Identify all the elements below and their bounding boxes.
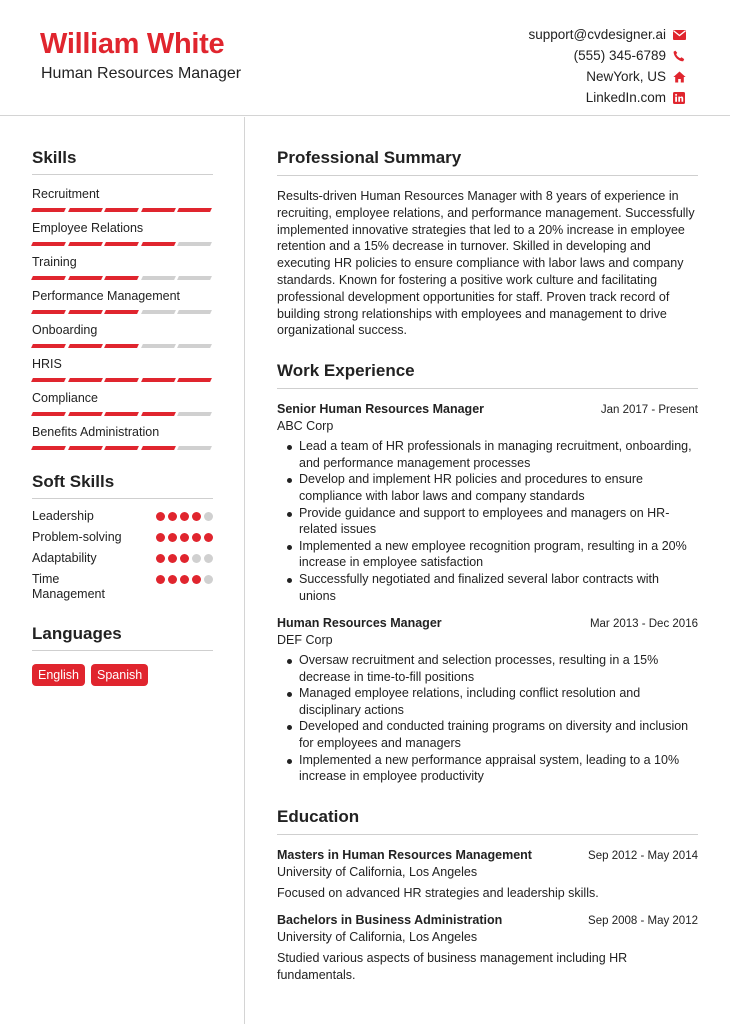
rating-dot (168, 575, 177, 584)
skill-level-bar (32, 310, 213, 314)
education-school: University of California, Los Angeles (277, 930, 478, 945)
home-icon (672, 70, 686, 84)
languages-title: Languages (32, 624, 213, 651)
skill-level-segment (141, 310, 175, 314)
skill-level-segment (104, 242, 138, 246)
education-degree: Bachelors in Business Administration (277, 913, 503, 928)
rating-dot (156, 554, 165, 563)
contact-phone[interactable] (528, 45, 686, 66)
job-header (277, 616, 698, 630)
contact-linkedin[interactable] (528, 87, 686, 108)
job-bullet: Successfully negotiated and finalized several labor contracts with unions (287, 571, 698, 604)
skill-item (32, 357, 213, 382)
skill-level-segment (104, 276, 138, 280)
education-entry (277, 848, 698, 902)
skill-level-segment (141, 412, 175, 416)
experience-title: Work Experience (277, 361, 698, 389)
skill-level-segment (31, 412, 65, 416)
rating-dot (192, 533, 201, 542)
skill-level-segment (31, 208, 65, 212)
skill-level-segment (177, 208, 211, 212)
candidate-name: William White (40, 28, 225, 60)
education-entry (277, 913, 698, 983)
skill-level-segment (141, 276, 175, 280)
left-column (32, 148, 213, 686)
skill-level-segment (68, 446, 102, 450)
summary-title: Professional Summary (277, 148, 698, 176)
contact-location-text: NewYork, US (586, 69, 666, 84)
job-role: Senior Human Resources Manager (277, 402, 485, 417)
rating-dot (204, 533, 213, 542)
skill-level-segment (104, 310, 138, 314)
skill-level-segment (177, 310, 211, 314)
contact-phone-text: (555) 345-6789 (573, 48, 666, 63)
languages-section (32, 624, 213, 686)
soft-skill-name: Leadership (32, 509, 94, 523)
soft-skills-section (32, 472, 213, 602)
rating-dot (180, 554, 189, 563)
soft-skill-name: Adaptability (32, 551, 97, 565)
right-column (277, 148, 698, 984)
skill-item (32, 425, 213, 450)
soft-skill-item (32, 572, 213, 602)
skills-section (32, 148, 213, 450)
skill-name: HRIS (32, 357, 62, 371)
job-bullet: Implemented a new performance appraisal system, leading to a 10% increase in employee productivity (287, 752, 698, 785)
rating-dot (204, 512, 213, 521)
skill-name: Performance Management (32, 289, 180, 303)
soft-skills-title: Soft Skills (32, 472, 213, 499)
skill-level-segment (104, 378, 138, 382)
skill-name: Benefits Administration (32, 425, 160, 439)
skill-level-segment (141, 378, 175, 382)
skill-level-bar (32, 378, 213, 382)
soft-skill-item (32, 530, 213, 545)
envelope-icon (672, 28, 686, 42)
rating-dot (168, 512, 177, 521)
rating-dot (204, 554, 213, 563)
skill-level-segment (68, 208, 102, 212)
rating-dot (180, 533, 189, 542)
rating-dot (156, 533, 165, 542)
experience-section (277, 361, 698, 785)
skill-level-segment (68, 378, 102, 382)
skill-level-segment (31, 242, 65, 246)
rating-dot (204, 575, 213, 584)
education-header (277, 913, 698, 927)
skill-level-segment (104, 208, 138, 212)
job-bullet: Implemented a new employee recognition program, resulting in a 20% increase in employee satisfaction (287, 538, 698, 571)
skill-level-segment (177, 446, 211, 450)
skill-level-bar (32, 412, 213, 416)
job-role: Human Resources Manager (277, 616, 442, 631)
skill-level-segment (177, 344, 211, 348)
skill-level-segment (177, 378, 211, 382)
skill-level-bar (32, 242, 213, 246)
skill-level-segment (104, 412, 138, 416)
skill-level-segment (104, 344, 138, 348)
job-bullet: Develop and implement HR policies and procedures to ensure compliance with labor laws and company standards (287, 471, 698, 504)
skill-name: Training (32, 255, 77, 269)
skill-name: Onboarding (32, 323, 98, 337)
job-bullet: Provide guidance and support to employees and managers on HR-related issues (287, 505, 698, 538)
skill-level-segment (177, 242, 211, 246)
rating-dot (156, 575, 165, 584)
skill-item (32, 187, 213, 212)
summary-text: Results-driven Human Resources Manager with 8 years of experience in recruiting, employee relations, and performance management. Successfully implemented innovative strategies that led to a 20% increase in employee retention and a 15% decrease in turnover. Skilled in developing and executing HR policies to ensure compliance with labor laws and company standards. Known for fostering a positive work culture and facilitating professional development opportunities for staff. Proven track record of building strong relationships with employees and management to drive organizational success. (277, 189, 695, 338)
rating-dot (168, 533, 177, 542)
skill-item (32, 289, 213, 314)
rating-dot (192, 554, 201, 563)
contact-linkedin-text: LinkedIn.com (585, 90, 666, 105)
skill-level-bar (32, 344, 213, 348)
education-section (277, 807, 698, 984)
skill-level-bar (32, 446, 213, 450)
education-description: Focused on advanced HR strategies and leadership skills. (277, 885, 599, 900)
skill-level-bar (32, 276, 213, 280)
job-entry (277, 402, 698, 604)
soft-skill-item (32, 551, 213, 566)
education-title: Education (277, 807, 698, 835)
education-description: Studied various aspects of business management including HR fundamentals. (277, 951, 628, 983)
education-degree: Masters in Human Resources Management (277, 847, 532, 862)
language-badge: Spanish (91, 664, 148, 686)
skill-level-bar (32, 208, 213, 212)
job-bullets (277, 652, 698, 785)
job-bullets (277, 438, 698, 604)
skill-level-segment (177, 412, 211, 416)
education-date: Sep 2012 - May 2014 (588, 849, 698, 862)
rating-dot (192, 512, 201, 521)
soft-skill-rating (156, 575, 213, 584)
skill-level-segment (141, 242, 175, 246)
job-company: DEF Corp (277, 633, 333, 648)
skill-level-segment (141, 446, 175, 450)
skill-level-segment (68, 344, 102, 348)
contact-info (528, 24, 686, 108)
skill-name: Employee Relations (32, 221, 144, 235)
skill-level-segment (177, 276, 211, 280)
language-badge: English (32, 664, 85, 686)
job-company: ABC Corp (277, 419, 334, 434)
rating-dot (180, 575, 189, 584)
job-bullet: Oversaw recruitment and selection processes, resulting in a 15% decrease in time-to-fill positions (287, 652, 698, 685)
skill-item (32, 323, 213, 348)
job-date: Jan 2017 - Present (600, 404, 698, 417)
education-school: University of California, Los Angeles (277, 864, 478, 879)
job-bullet: Lead a team of HR professionals in managing recruitment, onboarding, and performance management processes (287, 438, 698, 471)
skill-name: Recruitment (32, 187, 100, 201)
skill-level-segment (31, 276, 65, 280)
job-header (277, 402, 698, 416)
skill-level-segment (31, 378, 65, 382)
column-divider (244, 117, 245, 1024)
education-date: Sep 2008 - May 2012 (588, 915, 698, 928)
summary-section (277, 148, 698, 339)
soft-skill-rating (156, 554, 213, 563)
skill-level-segment (68, 276, 102, 280)
skill-level-segment (68, 310, 102, 314)
resume-header (0, 0, 730, 116)
job-entry (277, 616, 698, 785)
skill-level-segment (31, 344, 65, 348)
rating-dot (168, 554, 177, 563)
skills-title: Skills (32, 148, 213, 175)
rating-dot (192, 575, 201, 584)
skill-level-segment (104, 446, 138, 450)
contact-location (528, 66, 686, 87)
soft-skill-rating (156, 512, 213, 521)
job-bullet: Developed and conducted training programs on diversity and inclusion for employees and managers (287, 718, 698, 751)
skill-item (32, 255, 213, 280)
contact-email[interactable] (528, 24, 686, 45)
education-header (277, 848, 698, 862)
skill-level-segment (31, 310, 65, 314)
skill-level-segment (31, 446, 65, 450)
job-bullet: Managed employee relations, including conflict resolution and disciplinary actions (287, 685, 698, 718)
skill-name: Compliance (32, 391, 99, 405)
skill-level-segment (141, 344, 175, 348)
skill-item (32, 221, 213, 246)
skill-level-segment (68, 242, 102, 246)
rating-dot (180, 512, 189, 521)
job-date: Mar 2013 - Dec 2016 (589, 618, 698, 631)
phone-icon (672, 49, 686, 63)
skill-level-segment (68, 412, 102, 416)
rating-dot (156, 512, 165, 521)
soft-skill-item (32, 509, 213, 524)
soft-skill-rating (156, 533, 213, 542)
contact-email-text: support@cvdesigner.ai (528, 27, 666, 42)
skill-item (32, 391, 213, 416)
linkedin-icon (672, 91, 686, 105)
soft-skill-name: Problem-solving (32, 530, 122, 544)
skill-level-segment (141, 208, 175, 212)
candidate-title: Human Resources Manager (41, 65, 242, 82)
soft-skill-name: Time Management (32, 572, 105, 601)
